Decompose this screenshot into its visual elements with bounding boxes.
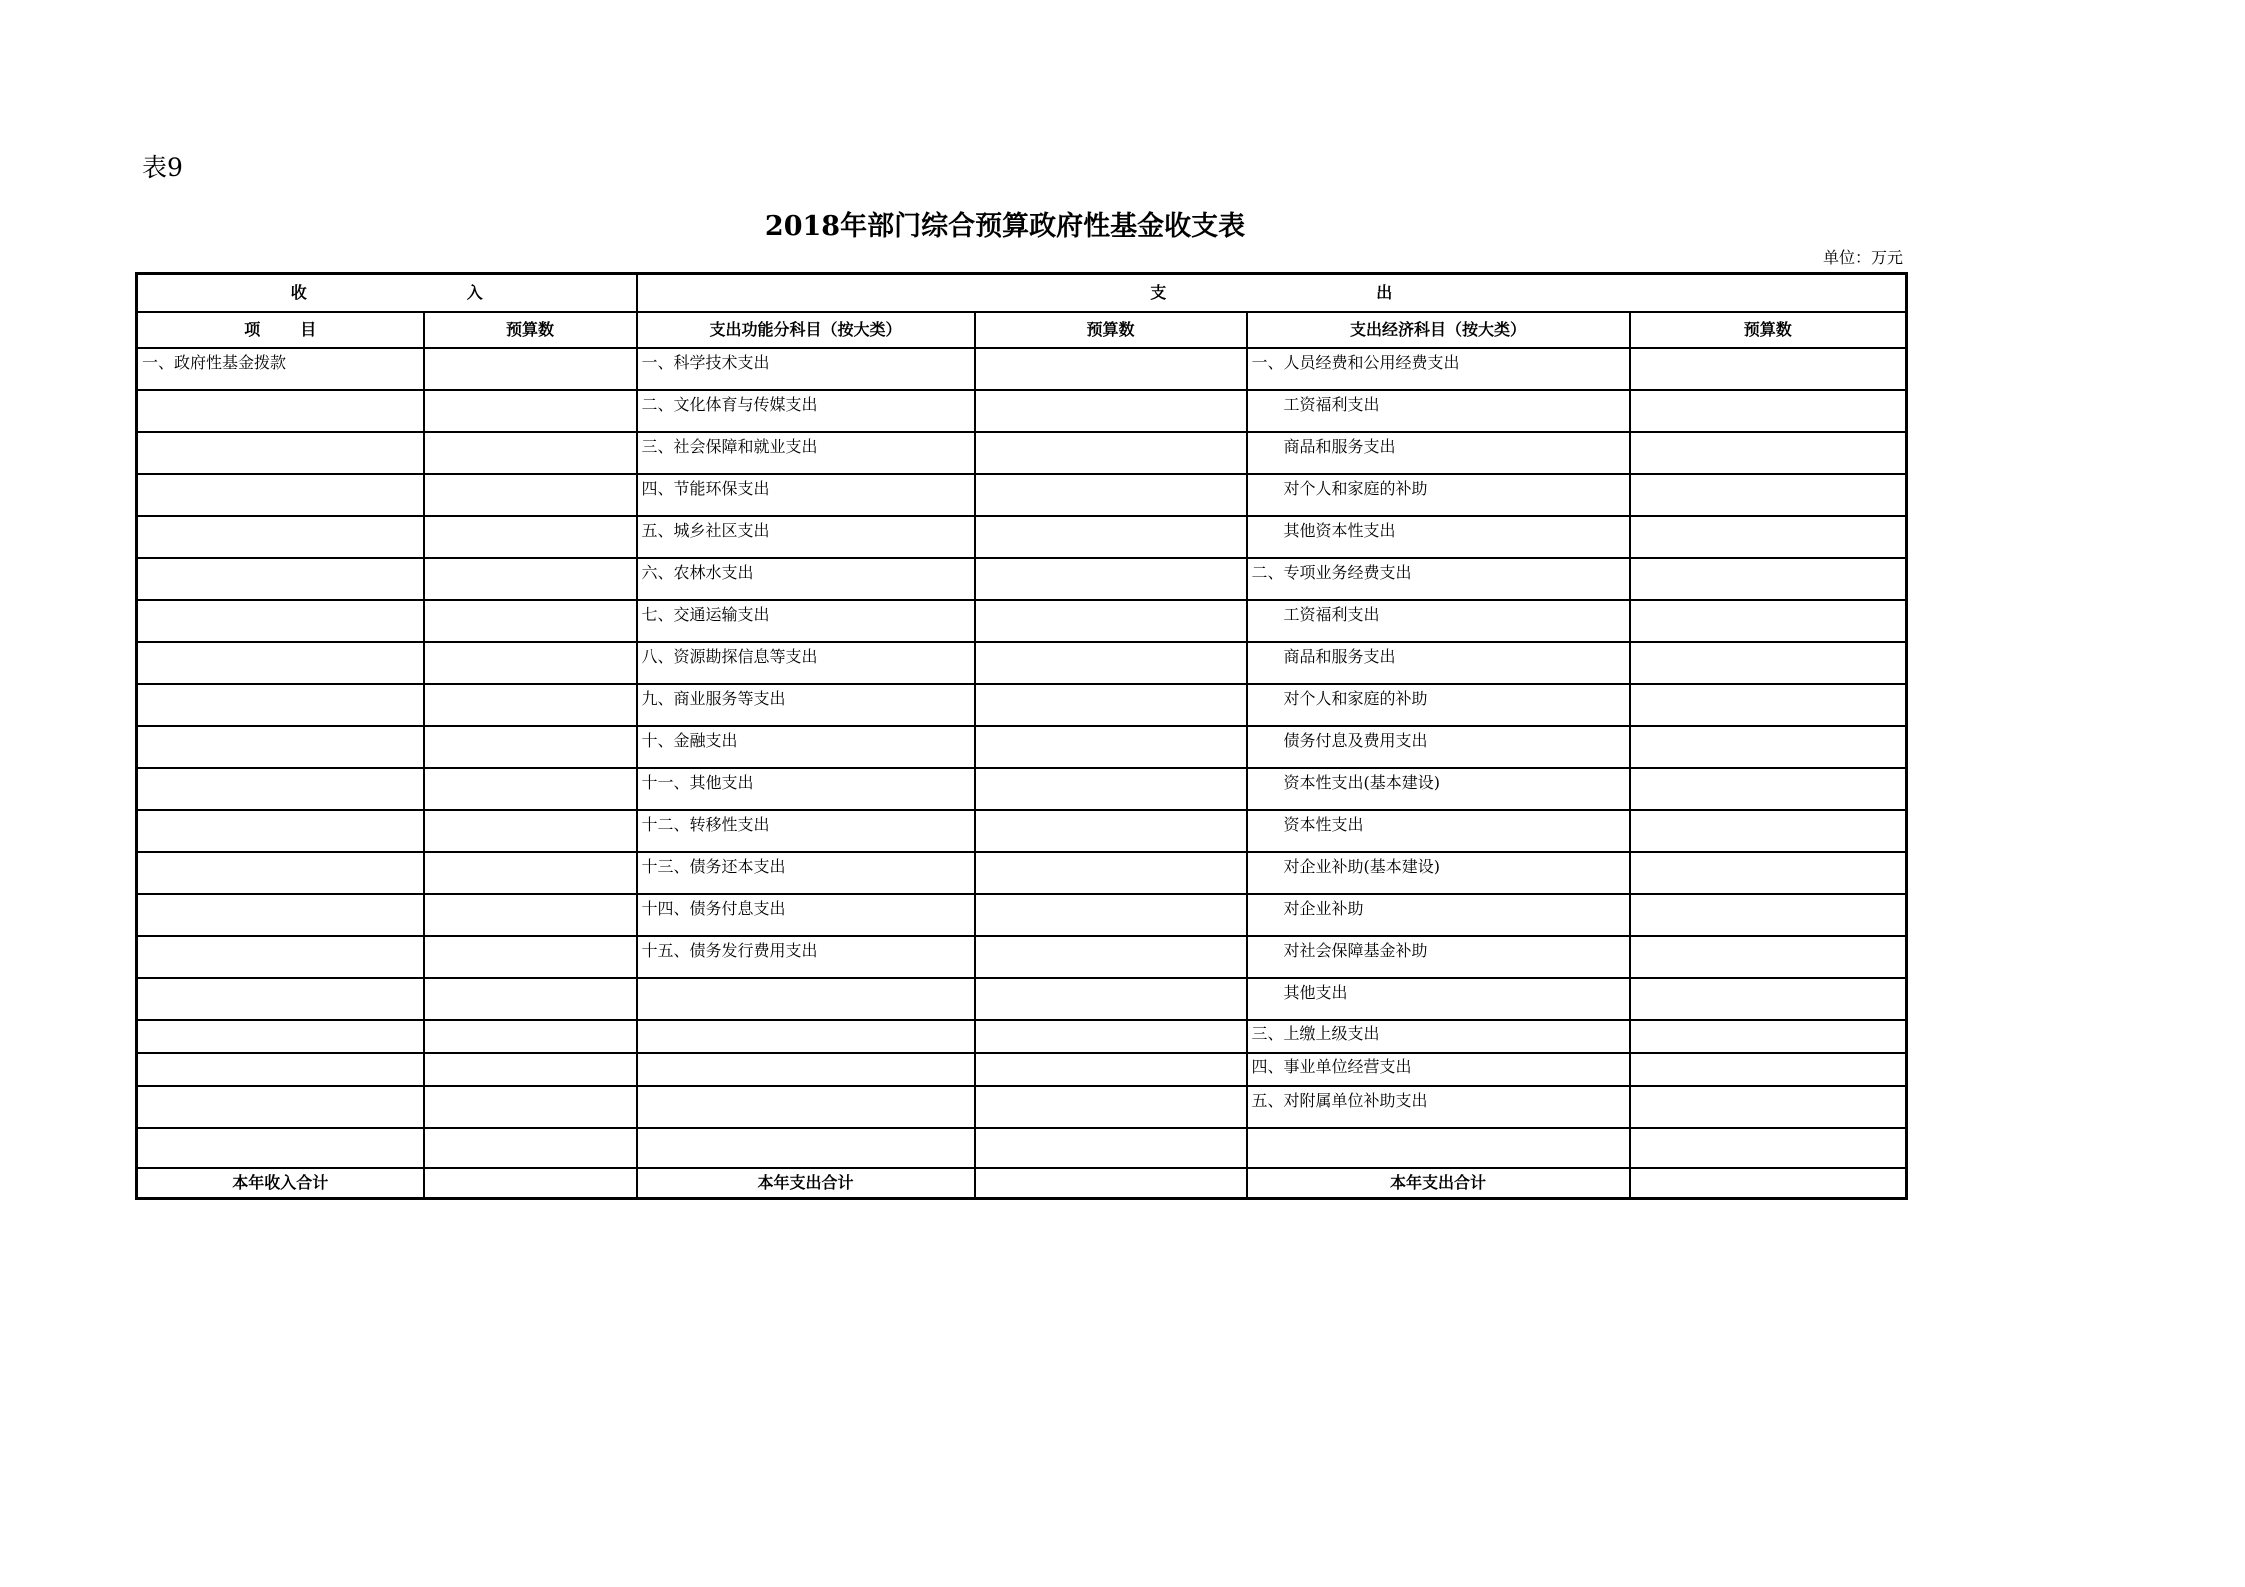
econ-budget-cell <box>1630 1086 1907 1128</box>
income-group-header <box>137 274 637 313</box>
func-budget-cell <box>975 432 1247 474</box>
income-budget-cell <box>424 390 637 432</box>
income-budget-header: 预算数 <box>424 312 637 348</box>
table-row <box>137 1086 1907 1128</box>
func-budget-cell <box>975 726 1247 768</box>
func-item-cell <box>637 1053 975 1086</box>
func-item-cell: 十五、债务发行费用支出 <box>637 936 975 978</box>
table-row <box>137 558 1907 600</box>
income-budget-cell <box>424 936 637 978</box>
econ-item-cell: 对个人和家庭的补助 <box>1247 474 1630 516</box>
func-item-cell: 七、交通运输支出 <box>637 600 975 642</box>
table-row <box>137 894 1907 936</box>
income-budget-cell <box>424 768 637 810</box>
income-item-cell <box>137 684 424 726</box>
item-header-char-2: 目 <box>300 320 317 339</box>
econ-budget-cell <box>1630 474 1907 516</box>
table-row <box>137 600 1907 642</box>
func-total-label: 本年支出合计 <box>637 1168 975 1199</box>
econ-budget-cell <box>1630 600 1907 642</box>
func-item-cell <box>637 978 975 1020</box>
econ-budget-cell <box>1630 852 1907 894</box>
econ-budget-cell <box>1630 978 1907 1020</box>
func-item-cell: 六、农林水支出 <box>637 558 975 600</box>
econ-budget-cell <box>1630 936 1907 978</box>
table-number-label: 表9 <box>142 153 183 182</box>
func-budget-cell <box>975 768 1247 810</box>
econ-budget-cell <box>1630 432 1907 474</box>
income-budget-cell <box>424 684 637 726</box>
income-budget-cell <box>424 558 637 600</box>
func-item-cell <box>637 1128 975 1168</box>
func-item-cell: 九、商业服务等支出 <box>637 684 975 726</box>
income-item-cell <box>137 852 424 894</box>
income-item-cell <box>137 894 424 936</box>
func-total-value <box>975 1168 1247 1199</box>
income-budget-cell <box>424 642 637 684</box>
func-budget-cell <box>975 1053 1247 1086</box>
income-item-cell <box>137 1128 424 1168</box>
income-group-char-2: 入 <box>466 283 483 302</box>
func-item-cell: 十二、转移性支出 <box>637 810 975 852</box>
econ-item-cell: 一、人员经费和公用经费支出 <box>1247 348 1630 390</box>
func-item-cell: 三、社会保障和就业支出 <box>637 432 975 474</box>
table-row <box>137 642 1907 684</box>
econ-budget-cell <box>1630 768 1907 810</box>
table-row <box>137 936 1907 978</box>
income-item-cell <box>137 390 424 432</box>
func-item-cell: 五、城乡社区支出 <box>637 516 975 558</box>
table-row <box>137 810 1907 852</box>
func-item-cell <box>637 1020 975 1053</box>
income-budget-cell <box>424 810 637 852</box>
econ-item-cell: 商品和服务支出 <box>1247 642 1630 684</box>
econ-budget-cell <box>1630 894 1907 936</box>
table-row <box>137 1128 1907 1168</box>
func-item-cell: 二、文化体育与传媒支出 <box>637 390 975 432</box>
income-item-cell <box>137 978 424 1020</box>
table-row <box>137 390 1907 432</box>
income-budget-cell <box>424 432 637 474</box>
income-item-cell <box>137 768 424 810</box>
econ-item-cell: 五、对附属单位补助支出 <box>1247 1086 1630 1128</box>
econ-budget-header: 预算数 <box>1630 312 1907 348</box>
func-budget-cell <box>975 936 1247 978</box>
func-item-cell: 十三、债务还本支出 <box>637 852 975 894</box>
econ-item-cell: 二、专项业务经费支出 <box>1247 558 1630 600</box>
func-budget-cell <box>975 474 1247 516</box>
econ-item-cell: 其他支出 <box>1247 978 1630 1020</box>
econ-item-cell: 四、事业单位经营支出 <box>1247 1053 1630 1086</box>
func-budget-cell <box>975 810 1247 852</box>
income-budget-cell <box>424 516 637 558</box>
table-row <box>137 684 1907 726</box>
econ-budget-cell <box>1630 726 1907 768</box>
income-item-cell <box>137 516 424 558</box>
func-budget-cell <box>975 642 1247 684</box>
income-item-cell <box>137 474 424 516</box>
econ-item-cell: 工资福利支出 <box>1247 390 1630 432</box>
func-item-cell: 一、科学技术支出 <box>637 348 975 390</box>
income-budget-cell <box>424 1053 637 1086</box>
func-budget-cell <box>975 1128 1247 1168</box>
income-budget-cell <box>424 1020 637 1053</box>
table-row <box>137 726 1907 768</box>
func-budget-cell <box>975 390 1247 432</box>
income-budget-cell <box>424 1086 637 1128</box>
income-item-cell <box>137 936 424 978</box>
table-row <box>137 1020 1907 1053</box>
income-item-cell <box>137 726 424 768</box>
func-budget-cell <box>975 348 1247 390</box>
func-budget-cell <box>975 1086 1247 1128</box>
func-budget-header: 预算数 <box>975 312 1247 348</box>
income-item-cell <box>137 558 424 600</box>
table-row <box>137 978 1907 1020</box>
income-item-cell <box>137 1086 424 1128</box>
expense-group-char-1: 支 <box>1150 283 1167 302</box>
income-budget-cell <box>424 852 637 894</box>
econ-item-cell: 资本性支出(基本建设) <box>1247 768 1630 810</box>
income-budget-cell <box>424 1128 637 1168</box>
income-total-value <box>424 1168 637 1199</box>
func-budget-cell <box>975 1020 1247 1053</box>
func-item-cell: 十四、债务付息支出 <box>637 894 975 936</box>
econ-item-cell <box>1247 1128 1630 1168</box>
econ-item-cell: 三、上缴上级支出 <box>1247 1020 1630 1053</box>
unit-label: 单位：万元 <box>1822 248 1903 267</box>
econ-category-header: 支出经济科目（按大类） <box>1247 312 1630 348</box>
econ-item-cell: 对社会保障基金补助 <box>1247 936 1630 978</box>
fund-budget-table <box>135 272 1908 1200</box>
econ-item-cell: 对个人和家庭的补助 <box>1247 684 1630 726</box>
table-row <box>137 432 1907 474</box>
func-item-cell: 十、金融支出 <box>637 726 975 768</box>
econ-budget-cell <box>1630 348 1907 390</box>
income-budget-cell <box>424 978 637 1020</box>
econ-item-cell: 工资福利支出 <box>1247 600 1630 642</box>
econ-item-cell: 其他资本性支出 <box>1247 516 1630 558</box>
income-total-label: 本年收入合计 <box>137 1168 424 1199</box>
econ-budget-cell <box>1630 642 1907 684</box>
income-item-cell <box>137 810 424 852</box>
econ-budget-cell <box>1630 810 1907 852</box>
expense-group-char-2: 出 <box>1376 283 1393 302</box>
income-group-char-1: 收 <box>290 283 307 302</box>
income-item-cell <box>137 642 424 684</box>
income-budget-cell <box>424 726 637 768</box>
func-budget-cell <box>975 558 1247 600</box>
econ-budget-cell <box>1630 1053 1907 1086</box>
econ-total-label: 本年支出合计 <box>1247 1168 1630 1199</box>
econ-budget-cell <box>1630 1020 1907 1053</box>
func-category-header: 支出功能分科目（按大类） <box>637 312 975 348</box>
income-budget-cell <box>424 474 637 516</box>
econ-item-cell: 对企业补助(基本建设) <box>1247 852 1630 894</box>
income-budget-cell <box>424 600 637 642</box>
income-item-cell: 一、政府性基金拨款 <box>137 348 424 390</box>
econ-budget-cell <box>1630 684 1907 726</box>
econ-budget-cell <box>1630 390 1907 432</box>
econ-budget-cell <box>1630 1128 1907 1168</box>
table-row <box>137 516 1907 558</box>
income-item-cell <box>137 600 424 642</box>
econ-item-cell: 商品和服务支出 <box>1247 432 1630 474</box>
document-title: 2018年部门综合预算政府性基金收支表 <box>764 211 1246 242</box>
expense-group-header <box>637 274 1907 313</box>
table-row <box>137 348 1907 390</box>
func-budget-cell <box>975 600 1247 642</box>
func-budget-cell <box>975 978 1247 1020</box>
totals-row <box>137 1168 1907 1199</box>
func-budget-cell <box>975 894 1247 936</box>
table-row <box>137 768 1907 810</box>
econ-item-cell: 对企业补助 <box>1247 894 1630 936</box>
income-budget-cell <box>424 348 637 390</box>
func-budget-cell <box>975 852 1247 894</box>
func-item-cell: 八、资源勘探信息等支出 <box>637 642 975 684</box>
income-item-cell <box>137 1053 424 1086</box>
econ-item-cell: 债务付息及费用支出 <box>1247 726 1630 768</box>
item-column-header <box>137 312 424 348</box>
table-row <box>137 1053 1907 1086</box>
func-budget-cell <box>975 684 1247 726</box>
income-item-cell <box>137 432 424 474</box>
econ-budget-cell <box>1630 516 1907 558</box>
table-row <box>137 474 1907 516</box>
item-header-char-1: 项 <box>244 320 261 339</box>
econ-budget-cell <box>1630 558 1907 600</box>
income-item-cell <box>137 1020 424 1053</box>
income-budget-cell <box>424 894 637 936</box>
func-item-cell: 四、节能环保支出 <box>637 474 975 516</box>
func-item-cell: 十一、其他支出 <box>637 768 975 810</box>
econ-total-value <box>1630 1168 1907 1199</box>
func-budget-cell <box>975 516 1247 558</box>
table-row <box>137 852 1907 894</box>
func-item-cell <box>637 1086 975 1128</box>
econ-item-cell: 资本性支出 <box>1247 810 1630 852</box>
